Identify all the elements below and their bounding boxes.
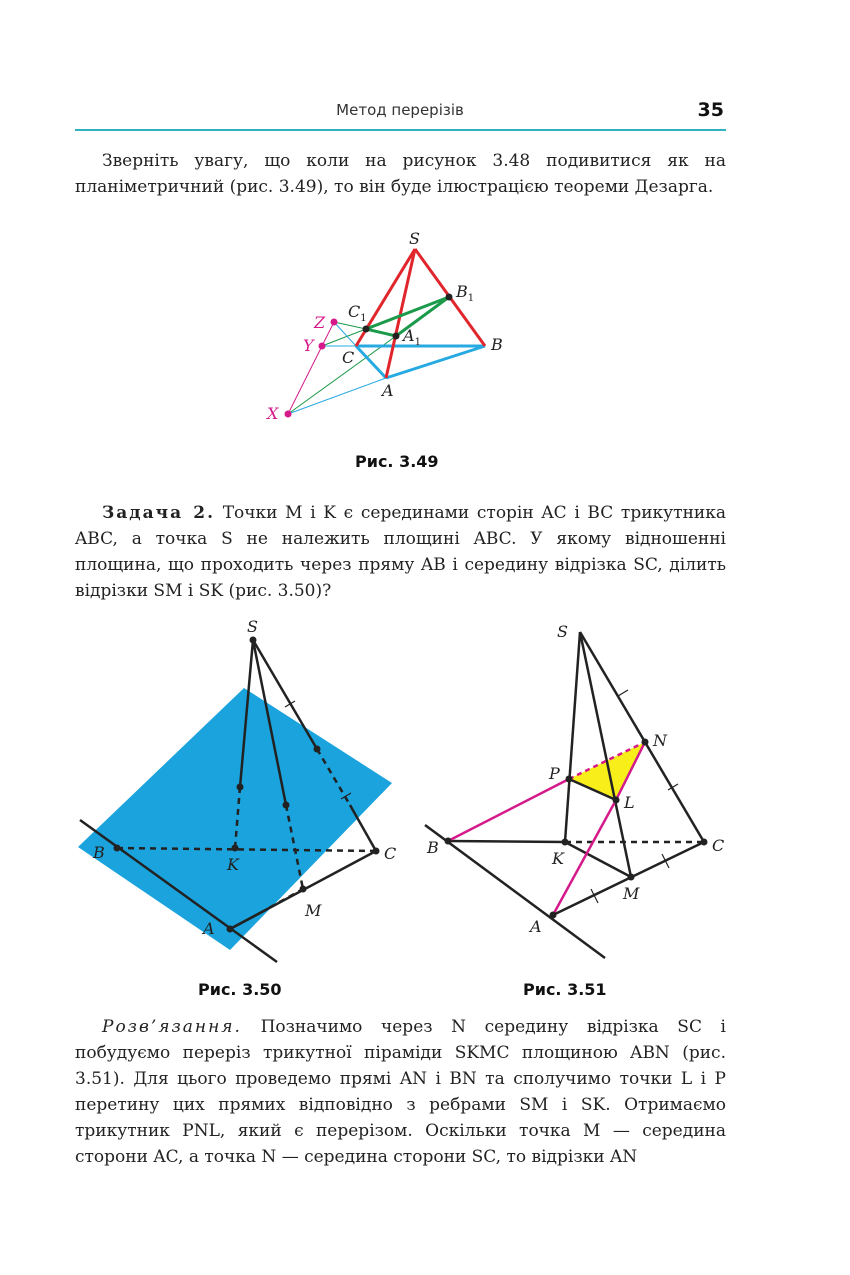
label-c: C bbox=[712, 836, 725, 855]
point-b1 bbox=[446, 294, 453, 301]
point-c bbox=[373, 848, 380, 855]
point-a bbox=[550, 912, 557, 919]
figure-3-51 bbox=[420, 612, 740, 964]
edge-c1b1 bbox=[366, 297, 449, 329]
label-a: A bbox=[530, 917, 542, 936]
edge-km bbox=[565, 842, 631, 877]
point-m bbox=[628, 874, 635, 881]
header-rule bbox=[75, 129, 726, 131]
label-b1: $B_1$ bbox=[456, 282, 475, 304]
caption-3-51: Рис. 3.51 bbox=[523, 980, 607, 999]
point-p bbox=[237, 784, 244, 791]
label-s: S bbox=[557, 622, 568, 641]
point-k bbox=[232, 845, 239, 852]
point-l bbox=[613, 797, 620, 804]
label-m: M bbox=[623, 884, 640, 903]
label-k: K bbox=[552, 849, 564, 868]
label-y: Y bbox=[303, 336, 314, 355]
line-x-a bbox=[288, 378, 386, 414]
running-header: Метод перерізів bbox=[336, 101, 464, 119]
label-a1: $A_1$ bbox=[403, 326, 421, 348]
label-s: S bbox=[409, 229, 420, 248]
point-a bbox=[227, 926, 234, 933]
task-text: Точки M і K є серединами сторін AC і BC трикутника ABC, а точка S не належить площині ABC. У якому відношенні площина, що проходить через пряму AB і середину відрізка SC, ділить відрізки SM і SK (рис. 3.50)? bbox=[75, 503, 726, 601]
point-c1 bbox=[363, 326, 370, 333]
label-p: P bbox=[549, 764, 560, 783]
cutting-plane bbox=[78, 688, 392, 950]
label-k: K bbox=[227, 855, 239, 874]
edge-sk bbox=[565, 632, 580, 842]
label-x: X bbox=[267, 404, 279, 423]
label-s: S bbox=[247, 617, 258, 636]
solution-heading: Розв’язання. bbox=[102, 1017, 242, 1037]
edge-ab bbox=[386, 346, 485, 378]
label-z: Z bbox=[314, 313, 326, 332]
point-z bbox=[331, 319, 338, 326]
point-s bbox=[250, 637, 257, 644]
label-m: M bbox=[305, 901, 322, 920]
label-l: L bbox=[624, 793, 635, 812]
caption-3-50: Рис. 3.50 bbox=[198, 980, 282, 999]
edge-c1a1 bbox=[366, 329, 396, 336]
task-paragraph bbox=[75, 500, 726, 604]
page-number: 35 bbox=[697, 99, 724, 121]
caption-3-49: Рис. 3.49 bbox=[355, 452, 439, 471]
point-n bbox=[642, 739, 649, 746]
point-k bbox=[562, 839, 569, 846]
edge-bk bbox=[448, 841, 565, 842]
label-n: N bbox=[653, 731, 667, 750]
point-n bbox=[314, 746, 321, 753]
label-c: C bbox=[384, 844, 397, 863]
label-a: A bbox=[382, 381, 394, 400]
label-b: B bbox=[93, 843, 105, 862]
label-b: B bbox=[427, 838, 439, 857]
intro-paragraph: Зверніть увагу, що коли на рисунок 3.48 подивитися як на планіметричний (рис. 3.49), то він буде ілюстрацією теореми Дезарга. bbox=[75, 151, 726, 197]
label-c: C bbox=[342, 348, 355, 367]
point-p bbox=[566, 776, 573, 783]
line-ab bbox=[425, 825, 605, 958]
task-heading: Задача 2. bbox=[102, 503, 216, 523]
point-c bbox=[701, 839, 708, 846]
edge-sa bbox=[386, 249, 415, 378]
point-b bbox=[445, 838, 452, 845]
line-y-c1 bbox=[322, 329, 366, 346]
tick-sn bbox=[618, 690, 628, 696]
edge-sc bbox=[580, 632, 704, 842]
label-b: B bbox=[491, 335, 503, 354]
line-bp bbox=[448, 779, 569, 841]
solution-paragraph bbox=[75, 1014, 726, 1170]
figure-3-49 bbox=[250, 220, 540, 435]
point-y bbox=[319, 343, 326, 350]
figure-3-50 bbox=[70, 612, 410, 964]
point-l bbox=[283, 802, 290, 809]
point-x bbox=[285, 411, 292, 418]
section-triangle-pnl bbox=[569, 742, 645, 800]
point-b bbox=[114, 845, 121, 852]
label-a: A bbox=[203, 919, 215, 938]
point-m bbox=[300, 886, 307, 893]
label-c1: $C_1$ bbox=[348, 302, 367, 324]
solution-text: Позначимо через N середину відрізка SC і побудуємо переріз трикутної піраміди SKMC площиною ABN (рис. 3.51). Для цього проведемо прямі AN і BN та сполучимо точки L і P перетину цих прямих відповідно з ребрами SM і SK. Отримаємо трикутник PNL, який є перерізом. Оскільки точка M — середина сторони AC, а точка N — середина сторони SC, то відрізки AN bbox=[75, 1017, 726, 1167]
point-a1 bbox=[393, 333, 400, 340]
